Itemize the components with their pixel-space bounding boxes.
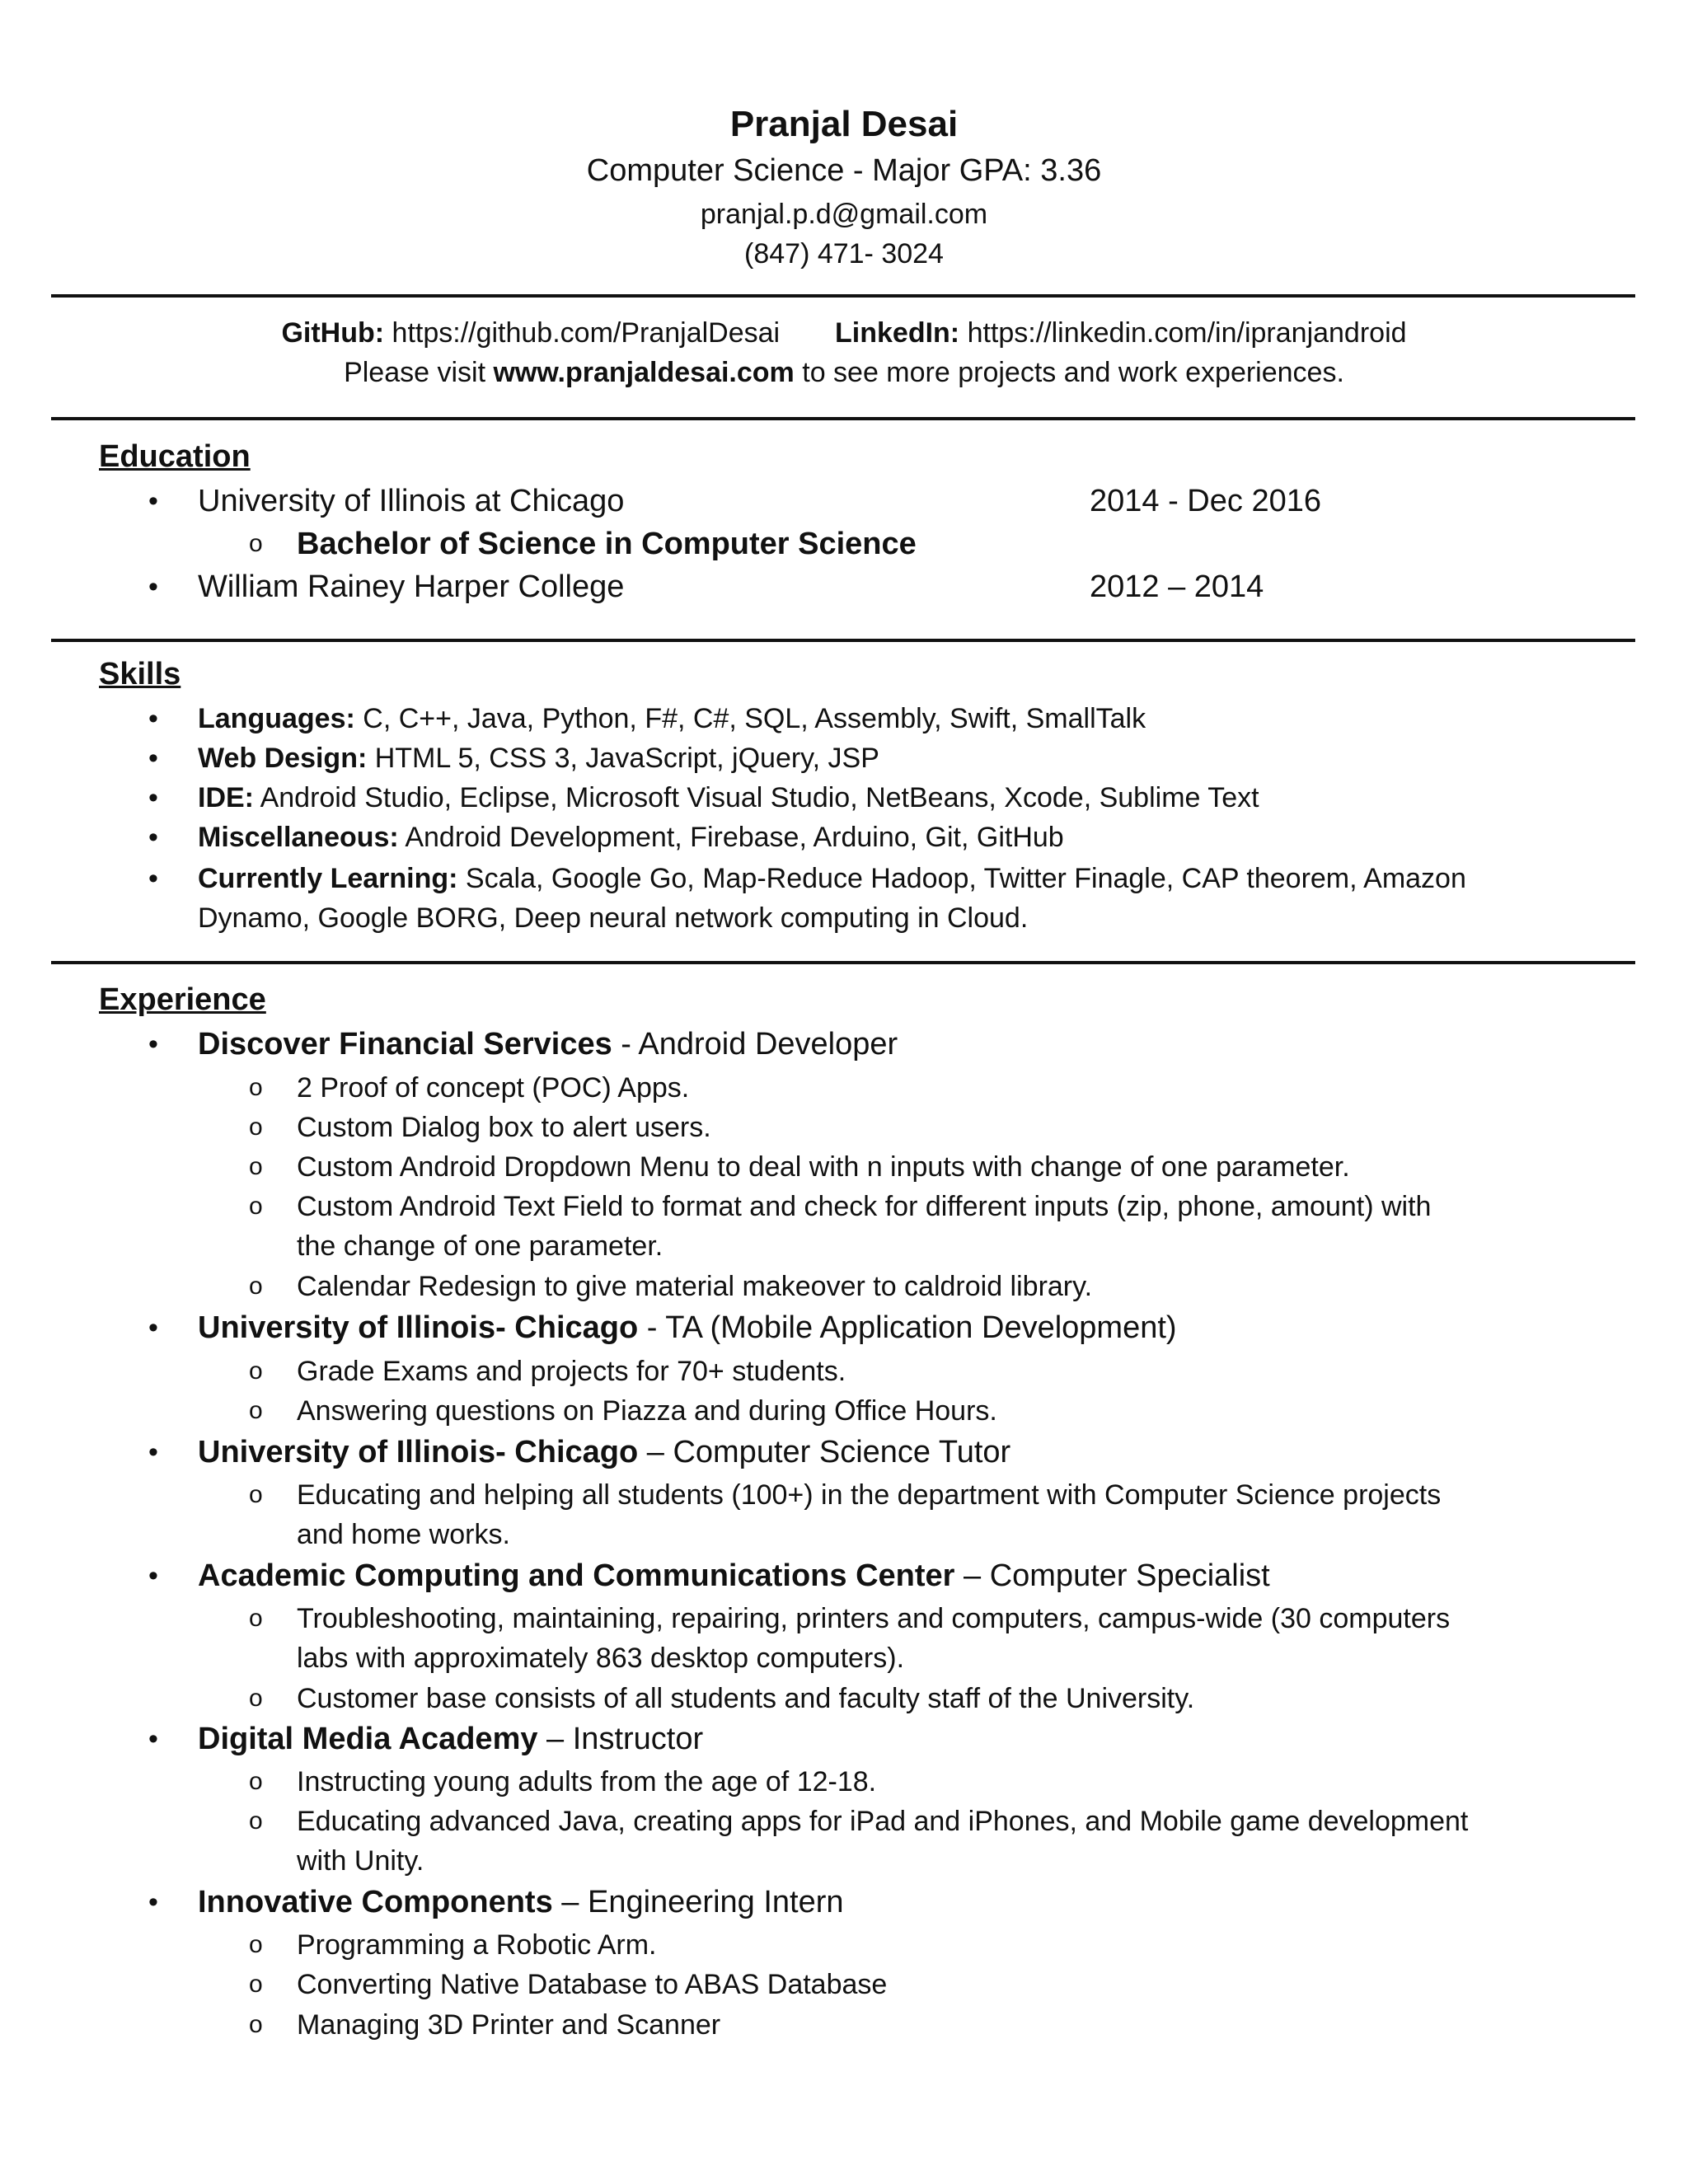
- skill-text: Android Development, Firebase, Arduino, Git, GitHub: [398, 822, 1064, 853]
- school-name: William Rainey Harper College: [198, 569, 625, 604]
- job-point-text: Custom Dialog box to alert users.: [297, 1112, 711, 1143]
- skill-label: Currently Learning:: [198, 863, 458, 894]
- bullet: •: [148, 1029, 158, 1060]
- job-point-text: Converting Native Database to ABAS Database: [297, 1969, 888, 2000]
- sub-bullet: o: [249, 1768, 263, 1795]
- company-name: Discover Financial Services: [198, 1027, 612, 1062]
- sub-bullet: o: [249, 1931, 263, 1958]
- job-point-text: Managing 3D Printer and Scanner: [297, 2009, 721, 2041]
- linkedin-link[interactable]: https://linkedin.com/in/ipranjandroid: [967, 317, 1407, 349]
- sub-bullet: o: [249, 1153, 263, 1180]
- major-gpa: Computer Science - Major GPA: 3.36: [586, 153, 1102, 188]
- sub-bullet: o: [249, 1605, 263, 1632]
- bullet: •: [148, 743, 158, 774]
- sub-bullet: o: [249, 1397, 263, 1424]
- bullet: •: [148, 1723, 158, 1755]
- experience-heading: Experience: [99, 982, 266, 1017]
- job-point-text: Grade Exams and projects for 70+ students.: [297, 1356, 846, 1387]
- phone: (847) 471- 3024: [744, 238, 944, 269]
- job-point-text: Custom Android Text Field to format and check for different inputs (zip, phone, amount) with: [297, 1191, 1432, 1222]
- job-point-text: labs with approximately 863 desktop computers).: [297, 1643, 905, 1674]
- job-point-text: Programming a Robotic Arm.: [297, 1929, 657, 1961]
- job-point-text: Educating advanced Java, creating apps for iPad and iPhones, and Mobile game development: [297, 1806, 1469, 1837]
- job-point-text: 2 Proof of concept (POC) Apps.: [297, 1072, 690, 1104]
- job-role: - TA (Mobile Application Development): [638, 1310, 1177, 1345]
- website-link[interactable]: www.pranjaldesai.com: [493, 357, 795, 388]
- visit-prefix: Please visit: [344, 357, 494, 388]
- company-name: University of Illinois- Chicago: [198, 1310, 639, 1345]
- divider: [51, 417, 1635, 420]
- website-note: [0, 354, 1688, 391]
- bullet: •: [148, 1886, 158, 1918]
- sub-bullet: o: [249, 1481, 263, 1508]
- skill-text: Android Studio, Eclipse, Microsoft Visual Studio, NetBeans, Xcode, Sublime Text: [254, 782, 1259, 813]
- job-point-text: Answering questions on Piazza and during Office Hours.: [297, 1395, 997, 1427]
- github-label: GitHub:: [281, 317, 385, 349]
- sub-bullet: o: [249, 530, 263, 557]
- skill-label: Languages:: [198, 703, 355, 734]
- skill-text: HTML 5, CSS 3, JavaScript, jQuery, JSP: [367, 743, 879, 774]
- sub-bullet: o: [249, 1357, 263, 1385]
- sub-bullet: o: [249, 1272, 263, 1300]
- sub-bullet: o: [249, 1807, 263, 1835]
- job-point-text: the change of one parameter.: [297, 1230, 663, 1262]
- skill-text: Dynamo, Google BORG, Deep neural network computing in Cloud.: [198, 902, 1029, 934]
- school-date: 2014 - Dec 2016: [1090, 484, 1321, 518]
- skill-label: Web Design:: [198, 743, 368, 774]
- bullet: •: [148, 822, 158, 853]
- skill-label: Miscellaneous:: [198, 822, 399, 853]
- job-role: – Computer Specialist: [954, 1558, 1270, 1593]
- github-link[interactable]: https://github.com/PranjalDesai: [392, 317, 781, 349]
- company-name: Digital Media Academy: [198, 1722, 538, 1756]
- divider: [51, 961, 1635, 964]
- job-point-text: and home works.: [297, 1519, 510, 1550]
- email: pranjal.p.d@gmail.com: [700, 199, 988, 230]
- company-name: University of Illinois- Chicago: [198, 1435, 639, 1469]
- divider: [51, 294, 1635, 298]
- candidate-name: Pranjal Desai: [729, 104, 959, 144]
- sub-bullet: o: [249, 1971, 263, 1998]
- school-name: University of Illinois at Chicago: [198, 484, 625, 518]
- visit-suffix: to see more projects and work experiences.: [794, 357, 1344, 388]
- profile-links: [0, 315, 1688, 351]
- sub-bullet: o: [249, 1074, 263, 1101]
- sub-bullet: o: [249, 1685, 263, 1712]
- job-role: – Engineering Intern: [552, 1885, 844, 1919]
- job-point-text: Educating and helping all students (100+) in the department with Computer Science projects: [297, 1479, 1442, 1511]
- bullet: •: [148, 703, 158, 734]
- job-role: - Android Developer: [612, 1027, 898, 1062]
- skill-label: IDE:: [198, 782, 254, 813]
- job-point-text: Troubleshooting, maintaining, repairing, printers and computers, campus-wide (30 computers: [297, 1603, 1451, 1634]
- skills-heading: Skills: [99, 657, 181, 691]
- divider: [51, 639, 1635, 642]
- degree-name: Bachelor of Science in Computer Science: [297, 527, 917, 561]
- bullet: •: [148, 1436, 158, 1468]
- bullet: •: [148, 782, 158, 813]
- skill-text: C, C++, Java, Python, F#, C#, SQL, Assembly, Swift, SmallTalk: [354, 703, 1146, 734]
- school-date: 2012 – 2014: [1090, 569, 1264, 604]
- bullet: •: [148, 1560, 158, 1591]
- job-point-text: Instructing young adults from the age of 12-18.: [297, 1766, 877, 1797]
- bullet: •: [148, 1312, 158, 1343]
- company-name: Innovative Components: [198, 1885, 553, 1919]
- bullet: •: [148, 571, 158, 602]
- job-point-text: Custom Android Dropdown Menu to deal with n inputs with change of one parameter.: [297, 1151, 1350, 1183]
- bullet: •: [148, 485, 158, 517]
- education-heading: Education: [99, 439, 251, 474]
- job-point-text: Calendar Redesign to give material makeover to caldroid library.: [297, 1271, 1093, 1302]
- job-role: – Instructor: [537, 1722, 704, 1756]
- sub-bullet: o: [249, 1113, 263, 1141]
- skill-text: Scala, Google Go, Map-Reduce Hadoop, Twitter Finagle, CAP theorem, Amazon: [457, 863, 1466, 894]
- sub-bullet: o: [249, 2011, 263, 2038]
- bullet: •: [148, 863, 158, 894]
- linkedin-label: LinkedIn:: [835, 317, 960, 349]
- job-point-text: Customer base consists of all students and faculty staff of the University.: [297, 1683, 1195, 1714]
- sub-bullet: o: [249, 1193, 263, 1220]
- job-point-text: with Unity.: [297, 1845, 424, 1877]
- company-name: Academic Computing and Communications Center: [198, 1558, 955, 1593]
- job-role: – Computer Science Tutor: [638, 1435, 1011, 1469]
